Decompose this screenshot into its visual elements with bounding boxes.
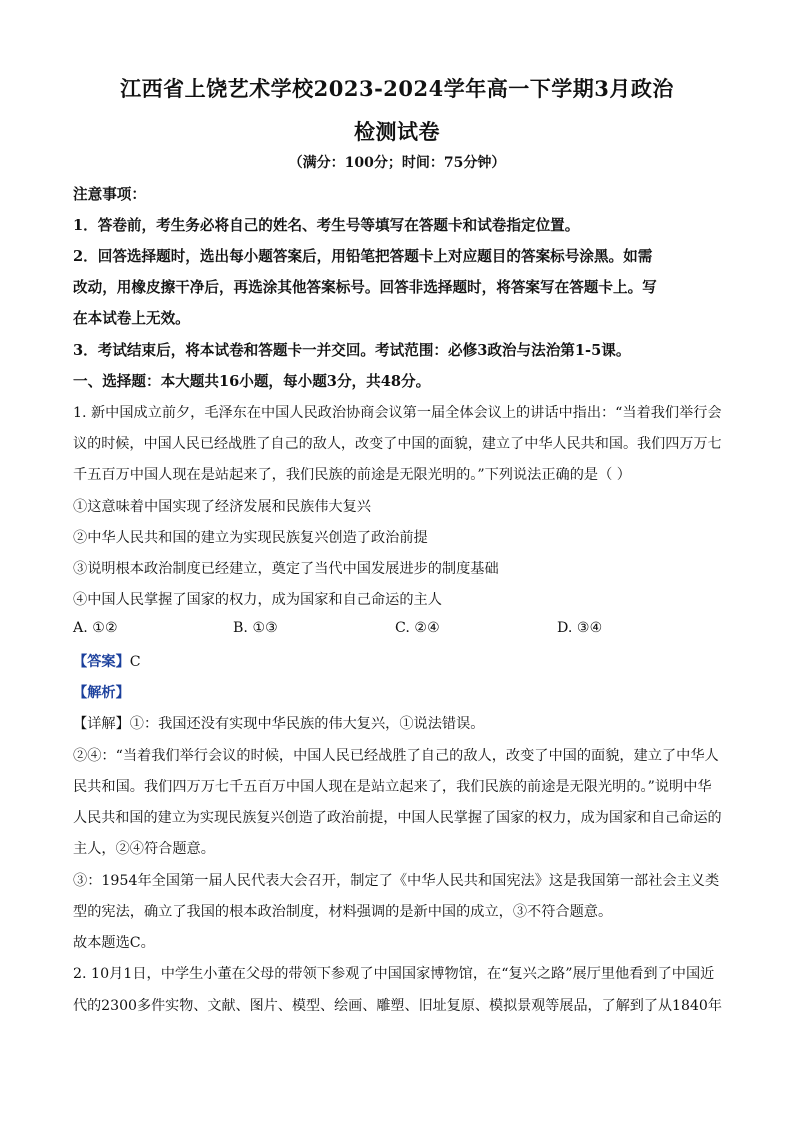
statement: ②中华人民共和国的建立为实现民族复兴创造了政治前提 (73, 530, 428, 546)
statement: ①这意味着中国实现了经济发展和民族伟大复兴 (73, 499, 371, 515)
question-stem: 1. 新中国成立前夕，毛泽东在中国人民政治协商会议第一届全体会议上的讲话中指出：“当着我们举行会 (73, 405, 722, 421)
answer-label: 【答案】 (73, 654, 130, 670)
notice-item: 2．回答选择题时，选出每小题答案后，用铅笔把答题卡上对应题目的答案标号涂黑。如需 (73, 248, 653, 265)
analysis-line: ②④：“当着我们举行会议的时候，中国人民已经战胜了自己的敌人，改变了中国的面貌，建立了中华人 (73, 748, 719, 764)
document-title-line2: 检测试卷 (354, 119, 440, 144)
notice-item: 1．答卷前，考生务必将自己的姓名、考生号等填写在答题卡和试卷指定位置。 (73, 217, 580, 234)
statement: ③说明根本政治制度已经建立，奠定了当代中国发展进步的制度基础 (73, 561, 499, 577)
notice-heading: 注意事项： (73, 186, 146, 203)
analysis-line: 民共和国。我们四万万七千五百万中国人现在是站立起来了，我们民族的前途是无限光明的。”说明中华 (73, 779, 712, 795)
option-b: B. ①③ (233, 620, 278, 636)
question-stem: 议的时候，中国人民已经战胜了自己的敌人，改变了中国的面貌，建立了中华人民共和国。我们四万万七 (73, 436, 722, 452)
analysis-label: 【解析】 (73, 685, 130, 701)
notice-item: 在本试卷上无效。 (73, 310, 190, 327)
analysis-line: 主人，②④符合题意。 (73, 841, 215, 857)
answer-value: C (129, 654, 141, 670)
exam-meta: （满分：100分；时间：75分钟） (288, 155, 506, 171)
notice-item: 改动，用橡皮擦干净后，再选涂其他答案标号。回答非选择题时，将答案写在答题卡上。写 (73, 279, 657, 296)
question-stem: 2. 10月1日，中学生小董在父母的带领下参观了中国国家博物馆，在“复兴之路”展厅里他看到了中国近 (73, 966, 715, 982)
document-title: 江西省上饶艺术学校2023-2024学年高一下学期3月政治 (120, 76, 674, 101)
question-stem: 千五百万中国人现在是站起来了，我们民族的前途是无限光明的。”下列说法正确的是（ ） (73, 467, 631, 483)
analysis-line: 故本题选C。 (73, 935, 155, 951)
option-c: C. ②④ (395, 620, 440, 636)
analysis-line: 型的宪法，确立了我国的根本政治制度，材料强调的是新中国的成立，③不符合题意。 (73, 904, 613, 920)
analysis-line: 【详解】①：我国还没有实现中华民族的伟大复兴，①说法错误。 (73, 716, 485, 732)
section-heading: 一、选择题：本大题共16小题，每小题3分，共48分。 (73, 373, 431, 390)
option-d: D. ③④ (557, 620, 603, 636)
statement: ④中国人民掌握了国家的权力，成为国家和自己命运的主人 (73, 592, 442, 608)
option-a: A. ①② (73, 620, 118, 636)
analysis-line: ③：1954年全国第一届人民代表大会召开，制定了《中华人民共和国宪法》这是我国第一部社会主义类 (73, 873, 720, 889)
question-stem: 代的2300多件实物、文献、图片、模型、绘画、雕塑、旧址复原、模拟景观等展品，了解到了从1840年 (73, 998, 722, 1014)
analysis-line: 人民共和国的建立为实现民族复兴创造了政治前提，中国人民掌握了国家的权力，成为国家和自己命运的 (73, 810, 722, 826)
notice-item: 3．考试结束后，将本试卷和答题卡一并交回。考试范围：必修3政治与法治第1-5课。 (73, 342, 631, 359)
answer-line (73, 651, 141, 671)
